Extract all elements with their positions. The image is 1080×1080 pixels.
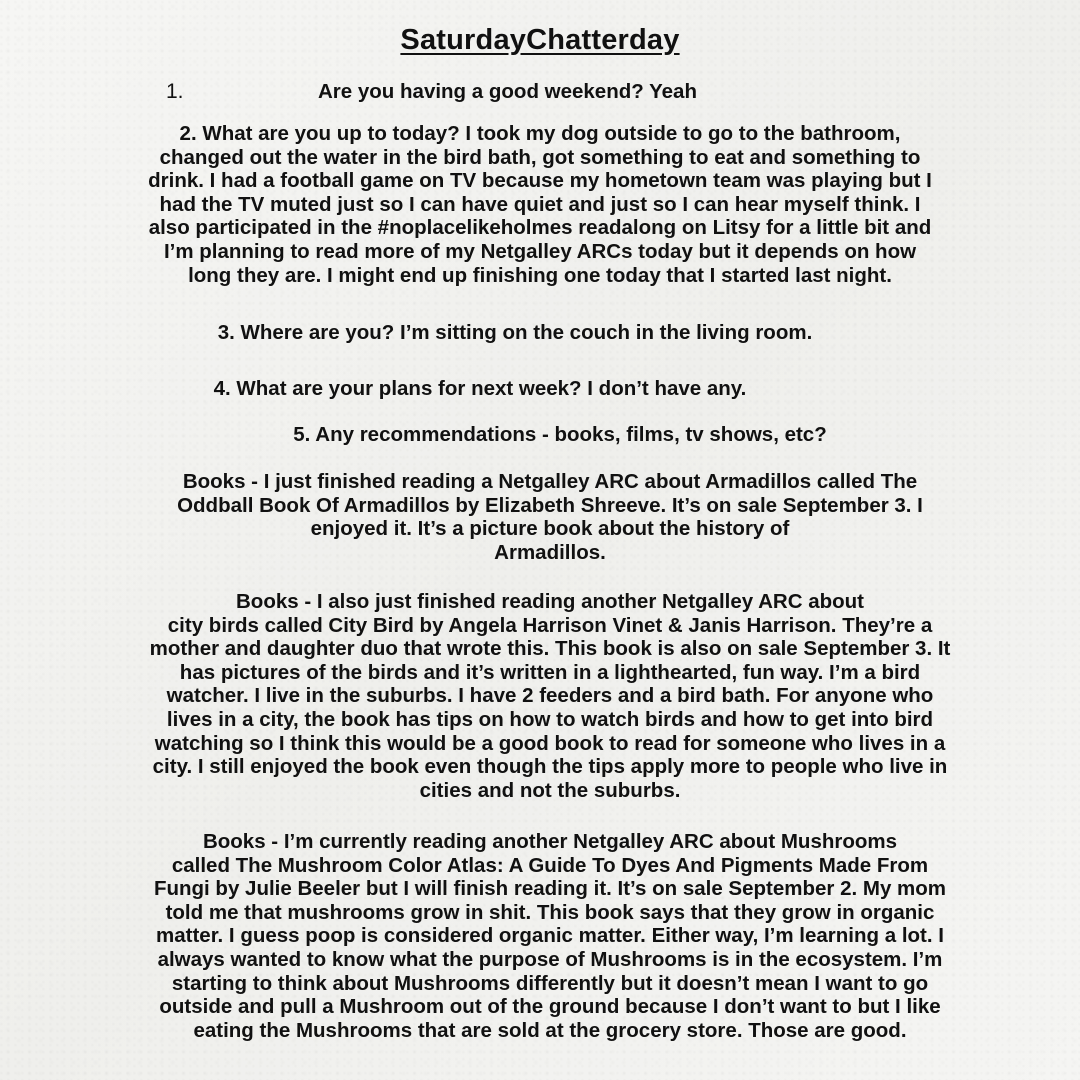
question-2-line: had the TV muted just so I can have quiet and just so I can hear myself think. I bbox=[159, 192, 921, 216]
question-1-text: Are you having a good weekend? Yeah bbox=[318, 80, 697, 103]
books-2-line: mother and daughter duo that wrote this. This book is also on sale September 3. It bbox=[149, 637, 951, 661]
question-5-text: 5. Any recommendations - books, films, tv shows, etc? bbox=[293, 423, 827, 446]
page-title: SaturdayChatterday bbox=[400, 24, 680, 56]
books-1-line: Books - I just finished reading a Netgalley ARC about Armadillos called The bbox=[182, 470, 918, 493]
books-2-line: Books - I also just finished reading another Netgalley ARC about bbox=[236, 590, 864, 613]
books-2-line: watching so I think this would be a good book to read for someone who lives in a bbox=[154, 731, 946, 755]
books-3-line: matter. I guess poop is considered organic matter. Either way, I’m learning a lot. I bbox=[156, 924, 944, 948]
books-2-line: watcher. I live in the suburbs. I have 2 feeders and a bird bath. For anyone who bbox=[166, 684, 934, 708]
question-3-text: 3. Where are you? I’m sitting on the couch in the living room. bbox=[217, 321, 813, 344]
question-2-line: I’m planning to read more of my Netgalley ARCs today but it depends on how bbox=[163, 239, 917, 263]
books-1-line: enjoyed it. It’s a picture book about the history of bbox=[310, 517, 790, 541]
books-2-line: has pictures of the birds and it’s written in a lighthearted, fun way. I’m a bird bbox=[179, 660, 921, 684]
books-3-line: outside and pull a Mushroom out of the ground because I don’t want to but I like bbox=[159, 995, 941, 1019]
question-1 bbox=[318, 80, 697, 104]
question-4-text: 4. What are your plans for next week? I don’t have any. bbox=[213, 377, 747, 400]
question-2-line: 2. What are you up to today? I took my dog outside to go to the bathroom, bbox=[179, 122, 901, 145]
books-1-line: Armadillos. bbox=[494, 540, 606, 564]
question-3 bbox=[60, 321, 970, 345]
question-4 bbox=[60, 377, 900, 401]
books-3-line: starting to think about Mushrooms differently but it doesn’t mean I want to go bbox=[171, 971, 929, 995]
question-2 bbox=[80, 122, 1000, 287]
question-2-line: changed out the water in the bird bath, got something to eat and something to bbox=[159, 145, 921, 169]
books-3-line: eating the Mushrooms that are sold at the grocery store. Those are good. bbox=[193, 1018, 907, 1042]
books-3-line: Fungi by Julie Beeler but I will finish reading it. It’s on sale September 2. My mom bbox=[153, 877, 947, 901]
books-2-line: city birds called City Bird by Angela Harrison Vinet & Janis Harrison. They’re a bbox=[167, 613, 933, 637]
books-3-line: Books - I’m currently reading another Netgalley ARC about Mushrooms bbox=[202, 830, 898, 853]
books-paragraph-city-bird bbox=[60, 590, 1040, 802]
books-2-line: city. I still enjoyed the book even though the tips apply more to people who live in bbox=[152, 755, 948, 779]
books-2-line: lives in a city, the book has tips on how to watch birds and how to get into bird bbox=[166, 707, 934, 731]
question-2-line: also participated in the #noplacelikeholmes readalong on Litsy for a little bit and bbox=[148, 216, 932, 240]
books-2-line: cities and not the suburbs. bbox=[419, 778, 681, 802]
question-1-number: 1. bbox=[166, 80, 184, 103]
question-2-line: long they are. I might end up finishing one today that I started last night. bbox=[188, 263, 892, 287]
books-3-line: called The Mushroom Color Atlas: A Guide To Dyes And Pigments Made From bbox=[171, 853, 929, 877]
question-5 bbox=[60, 423, 1060, 447]
books-paragraph-mushrooms bbox=[60, 830, 1040, 1042]
books-3-line: always wanted to know what the purpose of Mushrooms is in the ecosystem. I’m bbox=[157, 947, 943, 971]
books-1-line: Oddball Book Of Armadillos by Elizabeth Shreeve. It’s on sale September 3. I bbox=[177, 493, 923, 517]
books-paragraph-armadillos bbox=[80, 470, 1020, 564]
question-2-line: drink. I had a football game on TV because my hometown team was playing but I bbox=[148, 169, 932, 193]
books-3-line: told me that mushrooms grow in shit. This book says that they grow in organic bbox=[165, 900, 935, 924]
